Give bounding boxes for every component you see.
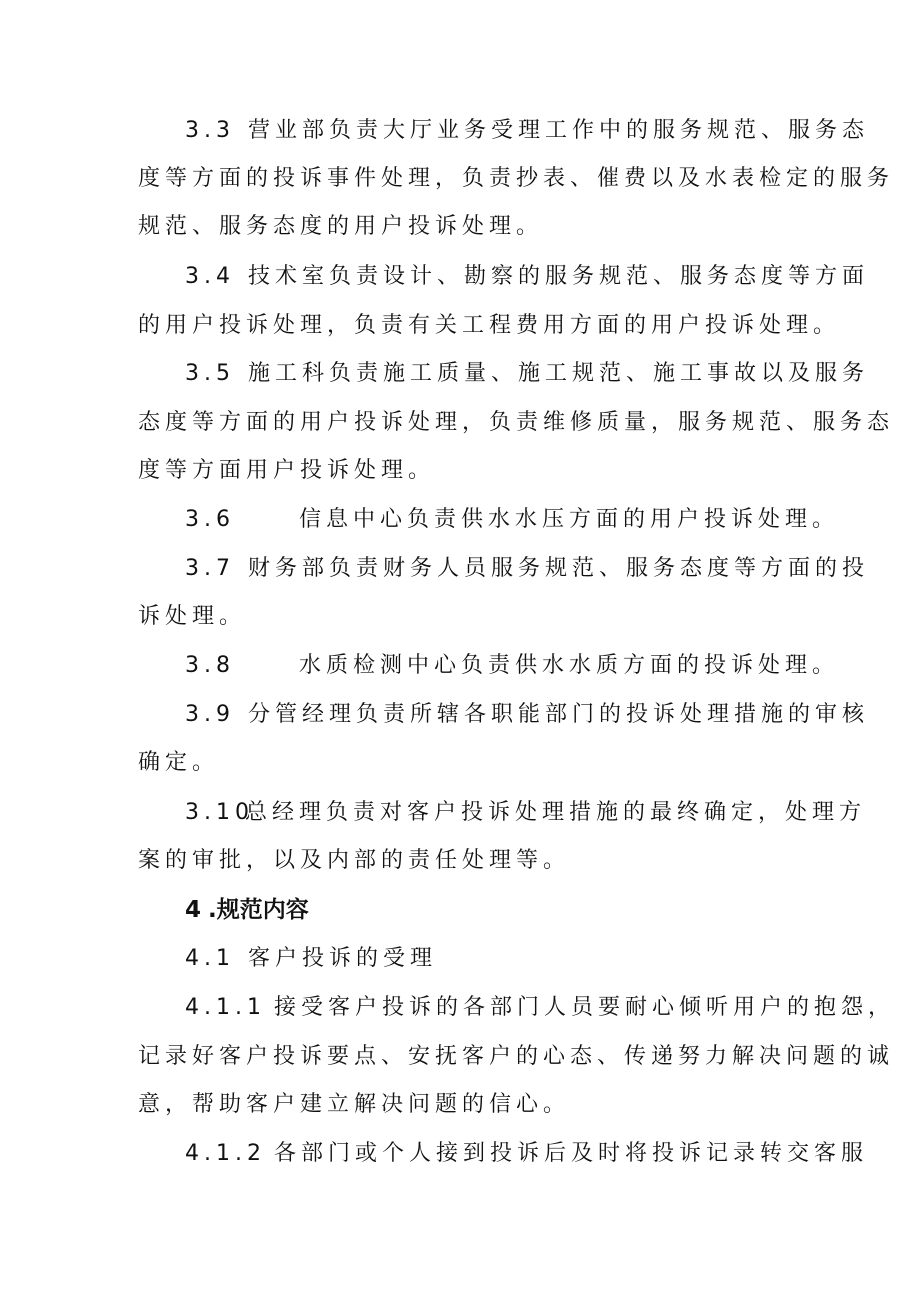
paragraph-text: 总经理负责对客户投诉处理措施的最终确定，处理方	[245, 800, 867, 825]
paragraph-text: 的用户投诉处理，负责有关工程费用方面的用户投诉处理。	[138, 313, 841, 338]
section-number: 4.1.2	[185, 1141, 266, 1166]
paragraph-text: 营业部负责大厅业务受理工作中的服务规范、服务态	[248, 118, 870, 143]
section-title: .规范内容	[208, 897, 309, 923]
paragraph-4-1-2-line-1	[0, 1134, 920, 1174]
paragraph-text: 信息中心负责供水水压方面的用户投诉处理。	[299, 507, 840, 532]
paragraph-text: 接受客户投诉的各部门人员要耐心倾听用户的抱怨，	[274, 995, 896, 1020]
paragraph-3-7-line-1	[0, 549, 920, 589]
paragraph-3-9-line-2	[0, 743, 920, 783]
section-number: 4	[185, 897, 202, 923]
paragraph-3-3-line-3	[0, 207, 920, 247]
paragraph-text: 案的审批，以及内部的责任处理等。	[138, 848, 571, 873]
section-number: 3.6	[185, 507, 235, 532]
paragraph-3-10-line-1	[0, 793, 920, 833]
paragraph-3-10-line-2	[0, 841, 920, 881]
paragraph-4-1-1-line-1	[0, 988, 920, 1028]
paragraph-3-8-line-1	[0, 646, 920, 686]
paragraph-3-7-line-2	[0, 597, 920, 637]
section-number: 3.3	[185, 118, 235, 143]
paragraph-text: 施工科负责施工质量、施工规范、施工事故以及服务	[248, 361, 870, 386]
paragraph-3-4-line-2	[0, 306, 920, 346]
section-number: 3.4	[185, 264, 235, 289]
paragraph-3-4-line-1	[0, 257, 920, 297]
section-title: 客户投诉的受理	[248, 946, 438, 971]
paragraph-text: 态度等方面的用户投诉处理，负责维修质量，服务规范、服务态	[138, 410, 895, 435]
paragraph-3-6-line-1	[0, 500, 920, 540]
paragraph-3-3-line-2	[0, 159, 920, 199]
paragraph-text: 确定。	[138, 750, 220, 775]
section-4-1-heading	[0, 939, 920, 979]
paragraph-text: 意，帮助客户建立解决问题的信心。	[138, 1092, 571, 1117]
paragraph-text: 规范、服务态度的用户投诉处理。	[138, 214, 544, 239]
section-number: 3.7	[185, 556, 235, 581]
paragraph-3-3-line-1	[0, 111, 920, 151]
paragraph-text: 技术室负责设计、勘察的服务规范、服务态度等方面	[248, 264, 870, 289]
paragraph-text: 度等方面用户投诉处理。	[138, 458, 436, 483]
section-number: 4.1	[185, 946, 235, 971]
section-number: 3.5	[185, 361, 235, 386]
paragraph-text: 诉处理。	[138, 604, 247, 629]
paragraph-text: 分管经理负责所辖各职能部门的投诉处理措施的审核	[248, 702, 870, 727]
section-number: 3.10	[185, 800, 254, 825]
paragraph-text: 各部门或个人接到投诉后及时将投诉记录转交客服	[274, 1141, 869, 1166]
paragraph-text: 水质检测中心负责供水水质方面的投诉处理。	[299, 653, 840, 678]
paragraph-3-9-line-1	[0, 695, 920, 735]
paragraph-text: 记录好客户投诉要点、安抚客户的心态、传递努力解决问题的诚	[138, 1044, 895, 1069]
section-number: 4.1.1	[185, 995, 266, 1020]
paragraph-text: 财务部负责财务人员服务规范、服务态度等方面的投	[248, 556, 870, 581]
section-number: 3.9	[185, 702, 235, 727]
section-number: 3.8	[185, 653, 235, 678]
paragraph-3-5-line-2	[0, 403, 920, 443]
paragraph-3-5-line-1	[0, 354, 920, 394]
paragraph-4-1-1-line-3	[0, 1085, 920, 1125]
paragraph-3-5-line-3	[0, 451, 920, 491]
paragraph-4-1-1-line-2	[0, 1037, 920, 1077]
section-4-heading	[0, 890, 920, 930]
paragraph-text: 度等方面的投诉事件处理，负责抄表、催费以及水表检定的服务	[138, 166, 895, 191]
